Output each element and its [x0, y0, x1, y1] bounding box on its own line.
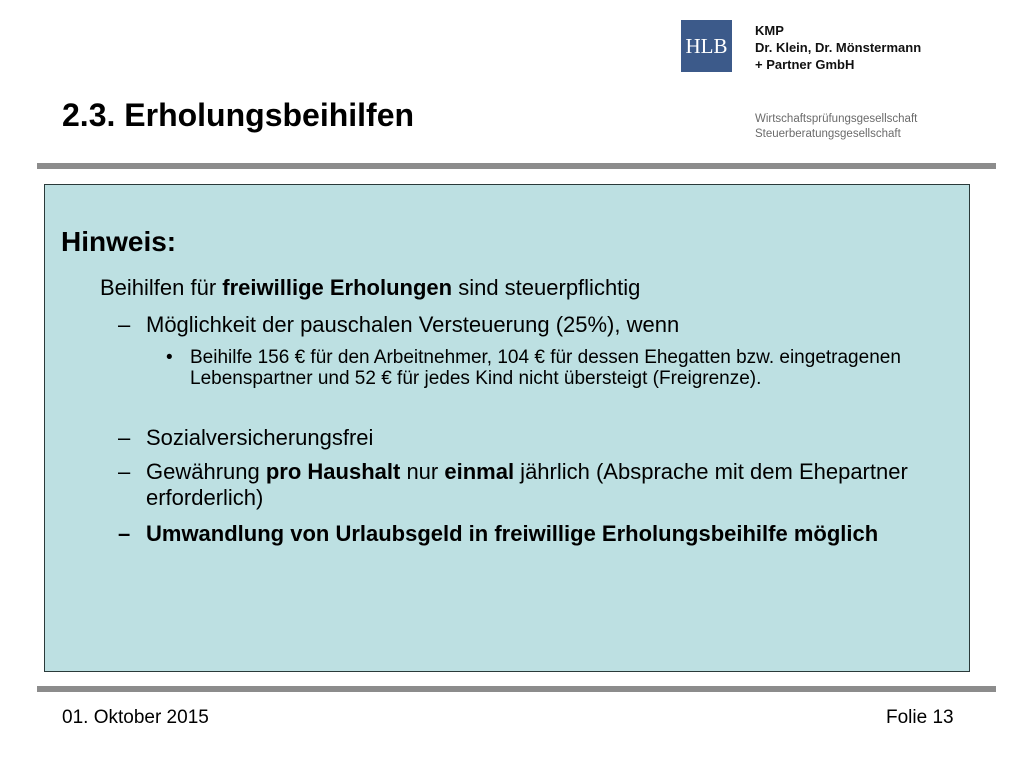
bottom-divider	[37, 686, 996, 692]
haushalt-bold-1: pro Haushalt	[265, 459, 401, 484]
hinweis-heading: Hinweis:	[61, 226, 177, 257]
haushalt-text-2: nur	[400, 459, 445, 484]
main-statement	[100, 274, 640, 302]
firm-line-2: Dr. Klein, Dr. Mönstermann	[755, 40, 922, 55]
list-item-text	[146, 459, 936, 511]
firm-desc-line-2: Steuerberatungsgesellschaft	[755, 128, 901, 140]
dash-marker: –	[118, 312, 131, 337]
top-divider	[37, 163, 996, 169]
bullet-marker: •	[166, 347, 173, 368]
firm-description	[755, 112, 917, 142]
haushalt-text-1: Gewährung	[146, 459, 266, 484]
firm-line-3: + Partner GmbH	[755, 57, 855, 72]
main-statement-bold: freiwillige Erholungen	[222, 275, 453, 300]
dash-marker: –	[118, 521, 131, 546]
list-item-text: Möglichkeit der pauschalen Versteuerung (25%), wenn	[146, 312, 680, 337]
firm-desc-line-1: Wirtschaftsprüfungsgesellschaft	[755, 113, 918, 125]
slide-title: 2.3. Erholungsbeihilfen	[62, 97, 415, 133]
hlb-logo: HLB	[681, 20, 732, 72]
list-item-text: Sozialversicherungsfrei	[146, 425, 374, 450]
slide-number: Folie 13	[886, 707, 954, 728]
dash-marker: –	[118, 425, 131, 450]
sub-bullet-text: Beihilfe 156 € für den Arbeitnehmer, 104 € für dessen Ehegatten bzw. eingetragenen Lebenspartner und 52 € für jedes Kind nicht übersteigt (Freigrenze).	[190, 347, 901, 389]
haushalt-text-3: jährlich (Absprache mit dem Ehepartner erforderlich)	[146, 459, 908, 510]
main-statement-pre: Beihilfen für	[100, 275, 223, 300]
dash-marker: –	[118, 459, 131, 484]
list-item-text: Umwandlung von Urlaubsgeld in freiwillige Erholungsbeihilfe möglich	[146, 521, 879, 546]
footer-date: 01. Oktober 2015	[62, 707, 209, 728]
main-statement-post: sind steuerpflichtig	[452, 275, 641, 300]
haushalt-bold-2: einmal	[444, 459, 515, 484]
firm-name	[755, 22, 921, 73]
firm-line-1: KMP	[755, 23, 784, 38]
